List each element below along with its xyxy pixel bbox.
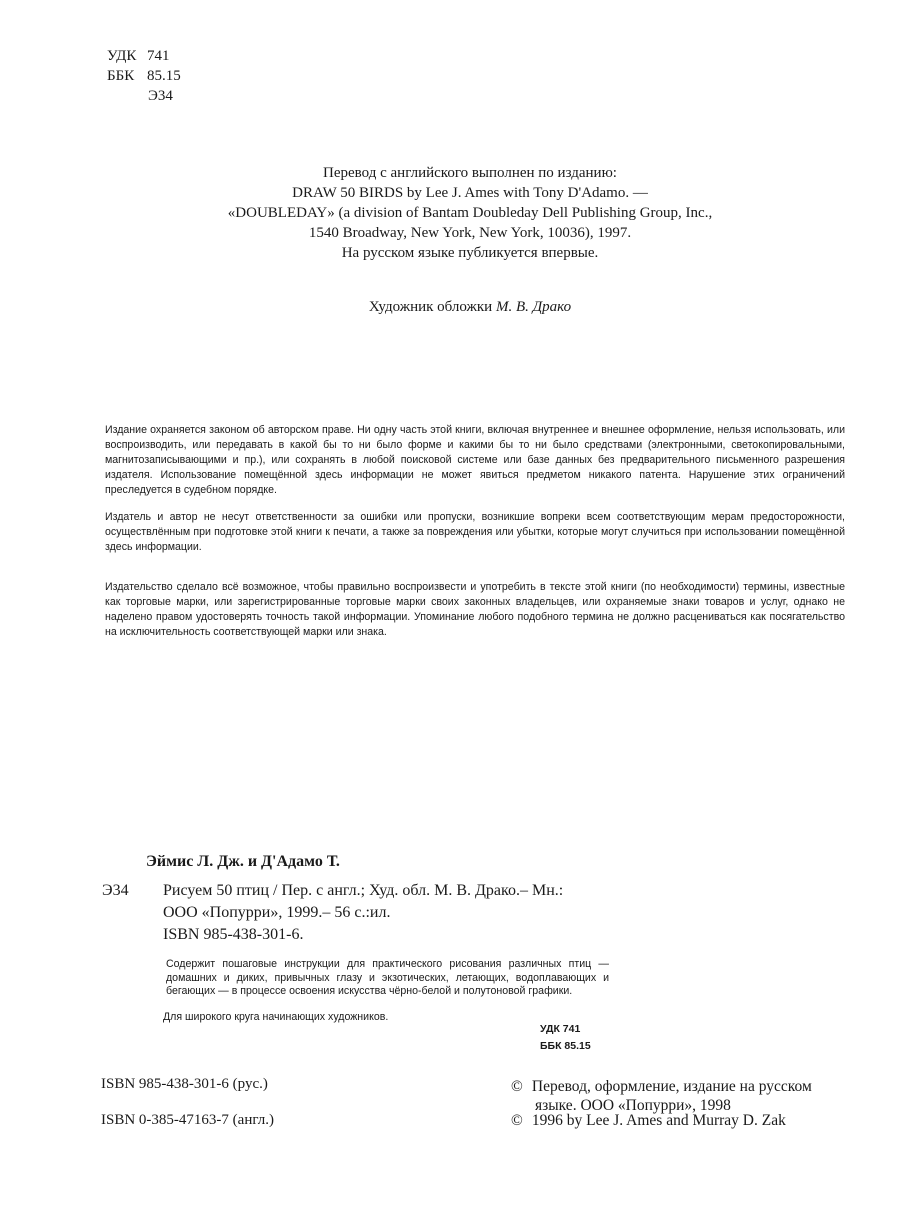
cover-artist xyxy=(150,299,790,316)
card-title-line: Рисуем 50 птиц / Пер. с англ.; Худ. обл. М. В. Драко.– Мн.: xyxy=(163,882,564,899)
copyright-translation-line: Перевод, оформление, издание на русском xyxy=(531,1078,812,1095)
card-isbn-line: ISBN 985-438-301-6. xyxy=(163,926,304,943)
copyright-original xyxy=(511,1111,786,1130)
trademark-notice: Издательство сделало всё возможное, чтобы правильно воспроизвести и употребить в тексте этой книги (по необходимости) термины, известные как торговые марки, или зарегистрированные торговые марки своих законных владельцев, или охраняемые знаки товаров и услуг, однако не наделено правом удостоверять точность такой информации. Упоминание любого подобного термина не должно расцениваться как посягательство на исключительность соответствующей марки или знака. xyxy=(105,581,845,638)
card-author-code: Э34 xyxy=(102,882,129,899)
source-line: Перевод с английского выполнен по изданию: xyxy=(323,165,617,181)
card-udk: УДК 741 xyxy=(540,1023,581,1035)
copyright-icon: © xyxy=(511,1078,523,1095)
copyright-original-line: 1996 by Lee J. Ames and Murray D. Zak xyxy=(531,1112,786,1129)
source-line: На русском языке публикуется впервые. xyxy=(341,245,599,261)
artist-label: Художник обложки xyxy=(368,299,493,315)
card-classification xyxy=(540,1021,591,1055)
udk-label: УДК xyxy=(107,48,137,64)
classification-codes xyxy=(107,46,181,106)
bbk-code: 85.15 xyxy=(147,68,181,84)
source-line: «DOUBLEDAY» (a division of Bantam Doubleday Dell Publishing Group, Inc., xyxy=(227,205,713,221)
author-code: Э34 xyxy=(148,88,173,104)
source-edition xyxy=(150,163,790,263)
card-publisher-line: ООО «Попурри», 1999.– 56 с.:ил. xyxy=(163,904,391,921)
udk-code: 741 xyxy=(147,48,170,64)
artist-name: М. В. Драко xyxy=(495,299,572,315)
audience: Для широкого круга начинающих художников. xyxy=(163,1011,389,1023)
source-line: DRAW 50 BIRDS by Lee J. Ames with Tony D'Adamo. — xyxy=(292,185,648,201)
isbn-english: ISBN 0-385-47163-7 (англ.) xyxy=(101,1112,274,1128)
liability-disclaimer: Издатель и автор не несут ответственности за ошибки или пропуски, возникшие вопреки всем соответствующим мерам предосторожности, осуществлённым при подготовке этой книги к печати, а также за повреждения или убытки, которые могут случиться при использовании помещённой здесь информации. xyxy=(105,511,845,553)
copyright-icon: © xyxy=(511,1112,523,1129)
copyright-translation xyxy=(511,1077,812,1115)
bbk-label: ББК xyxy=(107,68,135,84)
card-bbk: ББК 85.15 xyxy=(540,1040,591,1052)
card-authors: Эймис Л. Дж. и Д'Адамо Т. xyxy=(146,853,340,870)
isbn-russian: ISBN 985-438-301-6 (рус.) xyxy=(101,1076,268,1092)
copyright-translation-line: языке. ООО «Попурри», 1998 xyxy=(535,1097,731,1114)
copyright-notice: Издание охраняется законом об авторском праве. Ни одну часть этой книги, включая внутреннее и внешнее оформление, нельзя использовать, или воспроизводить, или передавать в какой бы то ни было форме и какими бы то ни было средствами (электронными, светокопировальными, магнитозаписывающими и пр.), или сохранять в любой поисковой системе или базе данных без предварительного письменного разрешения издателя. Использование помещённой здесь информации не может явиться предметом никакого патента. Нарушение этих ограничений преследуется в судебном порядке. xyxy=(105,424,845,496)
source-line: 1540 Broadway, New York, New York, 10036), 1997. xyxy=(308,225,632,241)
annotation: Содержит пошаговые инструкции для практического рисования различных птиц — домашних и диких, привычных глазу и экзотических, летающих, водоплавающих и бегающих — в процессе освоения искусства чёрно-белой и полутоновой графики. xyxy=(166,958,609,997)
